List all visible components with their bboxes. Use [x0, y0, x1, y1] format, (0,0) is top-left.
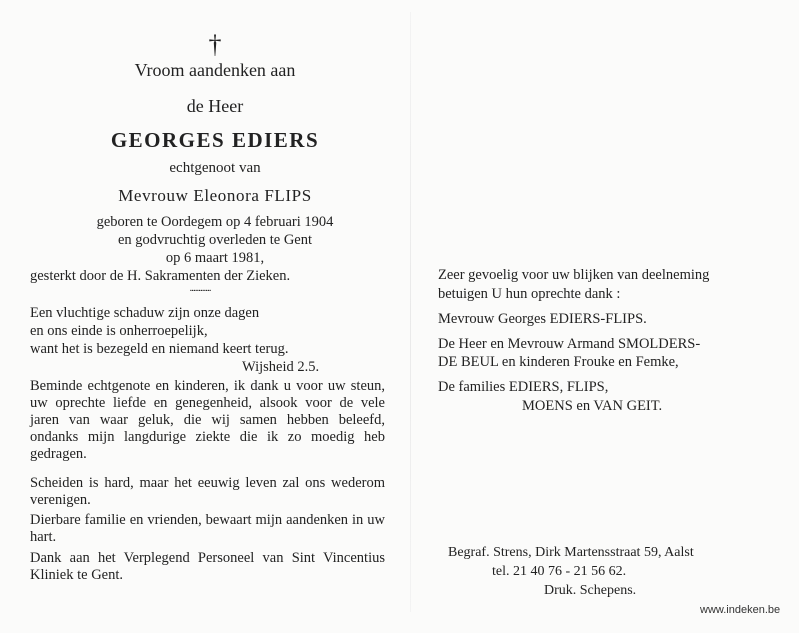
spouse-intro: echtgenoot van — [169, 160, 261, 176]
family-widow: Mevrouw Georges EDIERS-FLIPS. — [438, 311, 647, 327]
families-line-1: De families EDIERS, FLIPS, — [438, 379, 609, 395]
staff-thanks-paragraph: Dank aan het Verplegend Personeel van Sint Vincentius Kliniek te Gent. — [30, 550, 385, 583]
card-fold — [410, 12, 411, 612]
thanks-line-1: Zeer gevoelig voor uw blijken van deelneming — [438, 267, 710, 283]
remembrance-line: Vroom aandenken aan — [134, 60, 296, 80]
verse-line-2: en ons einde is onherroepelijk, — [30, 323, 208, 339]
verse-line-1: Een vluchtige schaduw zijn onze dagen — [30, 305, 260, 321]
parting-paragraph: Scheiden is hard, maar het eeuwig leven zal ons wederom verenigen. — [30, 475, 385, 508]
family-children-2: DE BEUL en kinderen Frouke en Femke, — [438, 354, 679, 370]
phone-line: tel. 21 40 76 - 21 56 62. — [492, 564, 627, 579]
spouse-name: Mevrouw Eleonora FLIPS — [118, 186, 312, 205]
families-line-2: MOENS en VAN GEIT. — [522, 398, 663, 414]
cross-icon: † — [208, 30, 222, 59]
verse-line-3: want het is bezegeld en niemand keert terug. — [30, 341, 289, 357]
farewell-paragraph: Beminde echtgenote en kinderen, ik dank u voor uw steun, uw oprechte liefde en genegenheid, alsook voor de vele jaren van waar geluk, die wij samen hebben beleefd, ondanks mijn langdurige ziekte die ik zo moedig heb gedragen. — [30, 378, 385, 462]
family-children-1: De Heer en Mevrouw Armand SMOLDERS- — [438, 336, 701, 352]
thanks-line-2: betuigen U hun oprechte dank : — [438, 286, 621, 302]
undertaker-line: Begraf. Strens, Dirk Martensstraat 59, Aalst — [448, 545, 694, 560]
site-watermark: www.indeken.be — [700, 604, 781, 616]
sacraments-line: gesterkt door de H. Sakramenten der Zieken. — [30, 268, 291, 284]
separator: ............ — [189, 282, 211, 294]
death-line-1: en godvruchtig overleden te Gent — [117, 232, 313, 248]
death-line-2: op 6 maart 1981, — [165, 250, 265, 266]
title-line: de Heer — [186, 96, 244, 116]
birth-line: geboren te Oordegem op 4 februari 1904 — [96, 214, 334, 230]
printer-line: Druk. Schepens. — [544, 583, 637, 598]
deceased-name: GEORGES EDIERS — [110, 128, 320, 152]
family-paragraph: Dierbare familie en vrienden, bewaart mijn aandenken in uw hart. — [30, 512, 385, 545]
verse-source: Wijsheid 2.5. — [242, 359, 320, 375]
